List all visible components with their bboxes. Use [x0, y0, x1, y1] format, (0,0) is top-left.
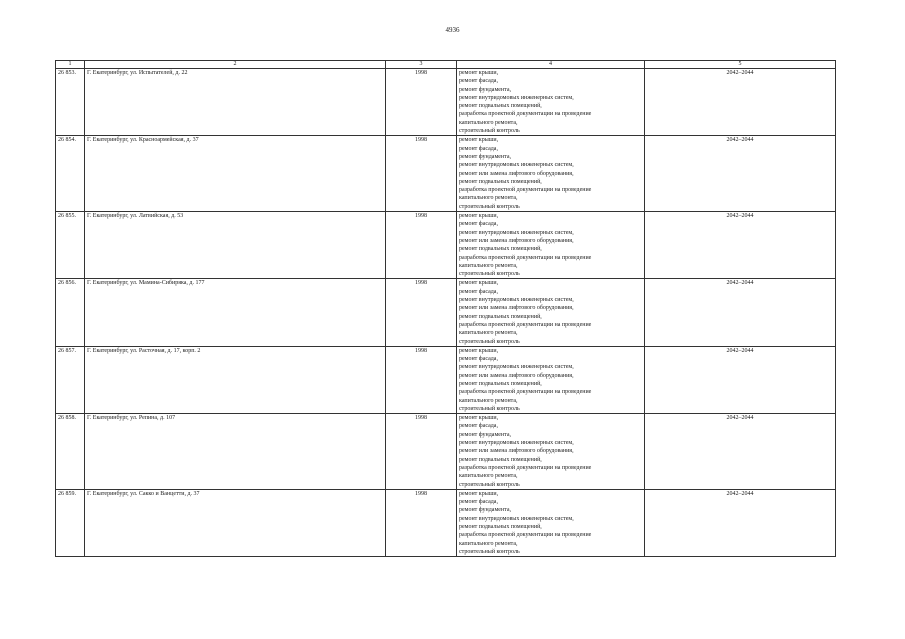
table-row	[56, 69, 836, 136]
column-header-2: 2	[85, 61, 386, 69]
work-item: ремонт или замена лифтового оборудования,	[459, 170, 574, 177]
work-item: ремонт или замена лифтового оборудования,	[459, 372, 574, 379]
work-item: ремонт крыши,	[459, 347, 499, 354]
row-works	[457, 489, 645, 556]
work-item: ремонт или замена лифтового оборудования,	[459, 305, 574, 312]
row-period: 2042–2044	[645, 136, 836, 212]
capital-repair-table	[55, 60, 836, 557]
work-item: ремонт фундамента,	[459, 507, 511, 514]
work-item: разработка проектной документации на проведение	[459, 254, 592, 261]
table-body	[56, 69, 836, 557]
work-item: ремонт подвальных помещений,	[459, 456, 542, 463]
work-item: строительный контроль	[459, 203, 520, 210]
row-number: 26 857.	[56, 346, 85, 413]
row-period: 2042–2044	[645, 346, 836, 413]
column-header-1: 1	[56, 61, 85, 69]
row-works	[457, 279, 645, 346]
work-item: ремонт внутридомовых инженерных систем,	[459, 94, 574, 101]
row-year: 1998	[386, 69, 457, 136]
work-item: ремонт фасада,	[459, 145, 498, 152]
row-works	[457, 69, 645, 136]
column-header-4: 4	[457, 61, 645, 69]
work-item: ремонт подвальных помещений,	[459, 178, 542, 185]
work-item: ремонт или замена лифтового оборудования,	[459, 237, 574, 244]
work-item: ремонт фасада,	[459, 423, 498, 430]
work-item: ремонт внутридомовых инженерных систем,	[459, 440, 574, 447]
work-item: ремонт фасада,	[459, 356, 498, 363]
row-number: 26 854.	[56, 136, 85, 212]
work-item: ремонт фундамента,	[459, 86, 511, 93]
row-address: Г. Екатеринбург, ул. Красноармейская, д. 37	[85, 136, 386, 212]
row-works	[457, 414, 645, 490]
row-period: 2042–2044	[645, 279, 836, 346]
table-row	[56, 136, 836, 212]
work-item: ремонт подвальных помещений,	[459, 313, 542, 320]
work-item: разработка проектной документации на проведение	[459, 464, 592, 471]
row-period: 2042–2044	[645, 212, 836, 279]
work-item: капитального ремонта,	[459, 330, 518, 337]
row-year: 1998	[386, 279, 457, 346]
work-item: ремонт крыши,	[459, 213, 499, 220]
row-period: 2042–2044	[645, 414, 836, 490]
work-item: разработка проектной документации на проведение	[459, 111, 592, 118]
work-item: разработка проектной документации на проведение	[459, 389, 592, 396]
work-item: ремонт крыши,	[459, 70, 499, 76]
work-item: капитального ремонта,	[459, 397, 518, 404]
work-item: строительный контроль	[459, 548, 520, 555]
work-item: капитального ремонта,	[459, 262, 518, 269]
work-item: ремонт внутридомовых инженерных систем,	[459, 297, 574, 304]
work-item: капитального ремонта,	[459, 540, 518, 547]
work-item: ремонт крыши,	[459, 415, 499, 422]
column-header-3: 3	[386, 61, 457, 69]
work-item: строительный контроль	[459, 128, 520, 135]
row-year: 1998	[386, 136, 457, 212]
page-number: 4936	[445, 26, 460, 34]
work-item: ремонт подвальных помещений,	[459, 246, 542, 253]
work-item: капитального ремонта,	[459, 195, 518, 202]
work-item: ремонт фундамента,	[459, 431, 511, 438]
row-year: 1998	[386, 346, 457, 413]
row-number: 26 853.	[56, 69, 85, 136]
column-header-5: 5	[645, 61, 836, 69]
row-number: 26 855.	[56, 212, 85, 279]
table-row	[56, 212, 836, 279]
row-address: Г. Екатеринбург, ул. Расточная, д. 17, корп. 2	[85, 346, 386, 413]
work-item: капитального ремонта,	[459, 119, 518, 126]
work-item: ремонт фундамента,	[459, 153, 511, 160]
row-period: 2042–2044	[645, 69, 836, 136]
work-item: ремонт внутридомовых инженерных систем,	[459, 229, 574, 236]
row-address: Г. Екатеринбург, ул. Мамина-Сибиряка, д. 177	[85, 279, 386, 346]
work-item: ремонт подвальных помещений,	[459, 524, 542, 531]
table-row	[56, 489, 836, 556]
work-item: строительный контроль	[459, 481, 520, 488]
row-year: 1998	[386, 414, 457, 490]
row-period: 2042–2044	[645, 489, 836, 556]
work-item: разработка проектной документации на проведение	[459, 321, 592, 328]
row-year: 1998	[386, 212, 457, 279]
work-item: ремонт внутридомовых инженерных систем,	[459, 515, 574, 522]
row-works	[457, 136, 645, 212]
work-item: ремонт фасада,	[459, 288, 498, 295]
row-address: Г. Екатеринбург, ул. Репина, д. 107	[85, 414, 386, 490]
table-row	[56, 414, 836, 490]
work-item: ремонт фасада,	[459, 78, 498, 85]
work-item: капитального ремонта,	[459, 473, 518, 480]
row-works	[457, 212, 645, 279]
row-year: 1998	[386, 489, 457, 556]
work-item: ремонт подвальных помещений,	[459, 103, 542, 110]
table-row	[56, 346, 836, 413]
work-item: ремонт внутридомовых инженерных систем,	[459, 364, 574, 371]
row-address: Г. Екатеринбург, ул. Латвийская, д. 53	[85, 212, 386, 279]
work-item: разработка проектной документации на проведение	[459, 532, 592, 539]
work-item: ремонт подвальных помещений,	[459, 380, 542, 387]
row-works	[457, 346, 645, 413]
row-address: Г. Екатеринбург, ул. Испытателей, д. 22	[85, 69, 386, 136]
header-row	[56, 61, 836, 69]
work-item: ремонт крыши,	[459, 280, 499, 287]
work-item: ремонт фасада,	[459, 499, 498, 506]
work-item: ремонт крыши,	[459, 137, 499, 144]
row-number: 26 859.	[56, 489, 85, 556]
work-item: ремонт внутридомовых инженерных систем,	[459, 162, 574, 169]
work-item: строительный контроль	[459, 405, 520, 412]
row-number: 26 858.	[56, 414, 85, 490]
work-item: ремонт фасада,	[459, 221, 498, 228]
work-item: строительный контроль	[459, 338, 520, 345]
table-row	[56, 279, 836, 346]
work-item: разработка проектной документации на проведение	[459, 187, 592, 194]
work-item: ремонт крыши,	[459, 490, 499, 497]
row-number: 26 856.	[56, 279, 85, 346]
work-item: строительный контроль	[459, 271, 520, 278]
row-address: Г. Екатеринбург, ул. Сакко и Ванцетти, д. 37	[85, 489, 386, 556]
work-item: ремонт или замена лифтового оборудования,	[459, 448, 574, 455]
